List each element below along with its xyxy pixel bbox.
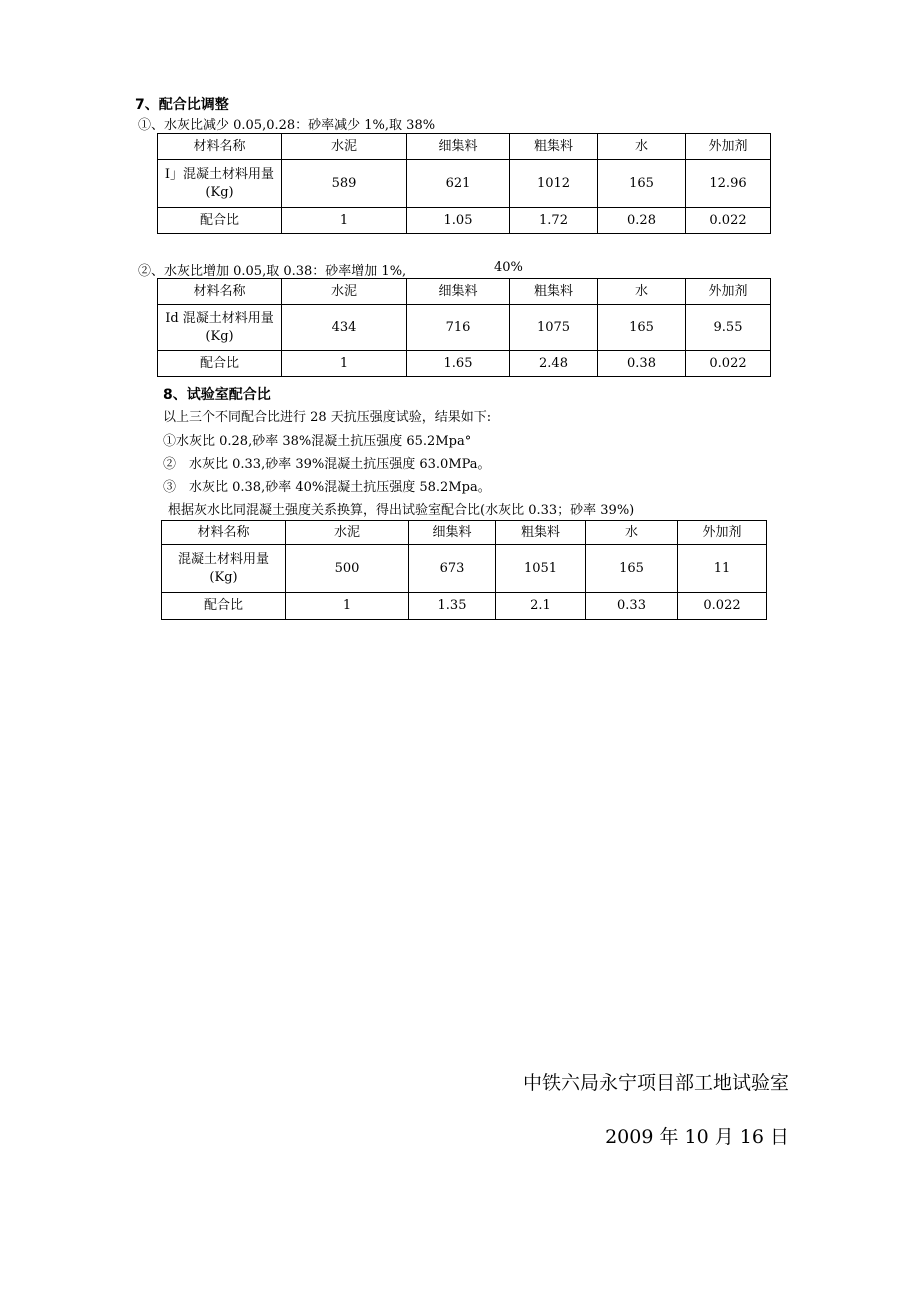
mix-table-1	[157, 133, 771, 234]
test-result-3: ③ 水灰比 0.38,砂率 40%混凝土抗压强度 58.2Mpa。	[163, 480, 491, 495]
row-label: 混凝土材料用量(Kg)	[162, 545, 286, 593]
header-fine-aggregate: 细集料	[409, 521, 496, 545]
cell-cement: 1	[282, 208, 407, 234]
row-label: Id 混凝土材料用量(Kg)	[158, 305, 282, 351]
cell-admixture: 0.022	[686, 351, 771, 377]
cell-cement: 1	[286, 593, 409, 620]
table-row-ratio	[158, 208, 771, 234]
cell-fine-aggregate: 1.65	[407, 351, 510, 377]
cell-coarse-aggregate: 1051	[496, 545, 586, 593]
section-8-heading: 8、试验室配合比	[163, 387, 271, 403]
header-cement: 水泥	[282, 279, 407, 305]
header-admixture: 外加剂	[678, 521, 767, 545]
cell-cement: 500	[286, 545, 409, 593]
mix-table-2	[157, 278, 771, 377]
test-result-2: ② 水灰比 0.33,砂率 39%混凝土抗压强度 63.0MPa。	[163, 457, 491, 472]
cell-admixture: 11	[678, 545, 767, 593]
test-intro: 以上三个不同配合比进行 28 天抗压强度试验，结果如下:	[163, 410, 492, 425]
cell-water: 0.28	[598, 208, 686, 234]
header-water: 水	[598, 279, 686, 305]
table-row-amount	[158, 160, 771, 208]
header-admixture: 外加剂	[686, 279, 771, 305]
table-header-row	[158, 279, 771, 305]
header-water: 水	[586, 521, 678, 545]
header-water: 水	[598, 134, 686, 160]
header-material-name: 材料名称	[162, 521, 286, 545]
cell-coarse-aggregate: 2.48	[510, 351, 598, 377]
organization-signature: 中铁六局永宁项目部工地试验室	[522, 1072, 789, 1094]
header-cement: 水泥	[282, 134, 407, 160]
header-material-name: 材料名称	[158, 134, 282, 160]
row-label: 配合比	[158, 351, 282, 377]
cell-water: 0.33	[586, 593, 678, 620]
case-1-intro: ①、水灰比减少 0.05,0.28：砂率减少 1%,取 38%	[138, 118, 436, 133]
cell-coarse-aggregate: 1.72	[510, 208, 598, 234]
table-row-amount	[162, 545, 767, 593]
cell-cement: 434	[282, 305, 407, 351]
header-coarse-aggregate: 粗集料	[510, 134, 598, 160]
cell-fine-aggregate: 621	[407, 160, 510, 208]
row-label: 配合比	[158, 208, 282, 234]
header-admixture: 外加剂	[686, 134, 771, 160]
case-2-sand-ratio: 40%	[494, 260, 523, 275]
header-fine-aggregate: 细集料	[407, 279, 510, 305]
header-fine-aggregate: 细集料	[407, 134, 510, 160]
cell-admixture: 12.96	[686, 160, 771, 208]
cell-coarse-aggregate: 1012	[510, 160, 598, 208]
row-label: 配合比	[162, 593, 286, 620]
lab-ratio-conclusion: 根据灰水比同混凝土强度关系换算，得出试验室配合比(水灰比 0.33；砂率 39%)	[168, 503, 635, 518]
case-2-intro: ②、水灰比增加 0.05,取 0.38：砂率增加 1%,	[138, 264, 407, 279]
cell-cement: 589	[282, 160, 407, 208]
cell-fine-aggregate: 673	[409, 545, 496, 593]
cell-water: 165	[598, 160, 686, 208]
cell-water: 165	[598, 305, 686, 351]
cell-water: 0.38	[598, 351, 686, 377]
row-label: I」混凝土材料用量(Kg)	[158, 160, 282, 208]
test-result-1: ①水灰比 0.28,砂率 38%混凝土抗压强度 65.2Mpa°	[163, 434, 472, 449]
cell-fine-aggregate: 1.05	[407, 208, 510, 234]
cell-water: 165	[586, 545, 678, 593]
cell-fine-aggregate: 1.35	[409, 593, 496, 620]
table-row-ratio	[162, 593, 767, 620]
table-row-amount	[158, 305, 771, 351]
cell-coarse-aggregate: 1075	[510, 305, 598, 351]
cell-coarse-aggregate: 2.1	[496, 593, 586, 620]
report-date: 2009 年 10 月 16 日	[605, 1126, 789, 1148]
mix-table-3	[161, 520, 767, 620]
cell-admixture: 9.55	[686, 305, 771, 351]
header-cement: 水泥	[286, 521, 409, 545]
section-7-heading: 7、配合比调整	[135, 97, 229, 113]
table-row-ratio	[158, 351, 771, 377]
header-material-name: 材料名称	[158, 279, 282, 305]
cell-fine-aggregate: 716	[407, 305, 510, 351]
table-header-row	[158, 134, 771, 160]
cell-admixture: 0.022	[686, 208, 771, 234]
header-coarse-aggregate: 粗集料	[496, 521, 586, 545]
header-coarse-aggregate: 粗集料	[510, 279, 598, 305]
cell-cement: 1	[282, 351, 407, 377]
table-header-row	[162, 521, 767, 545]
cell-admixture: 0.022	[678, 593, 767, 620]
